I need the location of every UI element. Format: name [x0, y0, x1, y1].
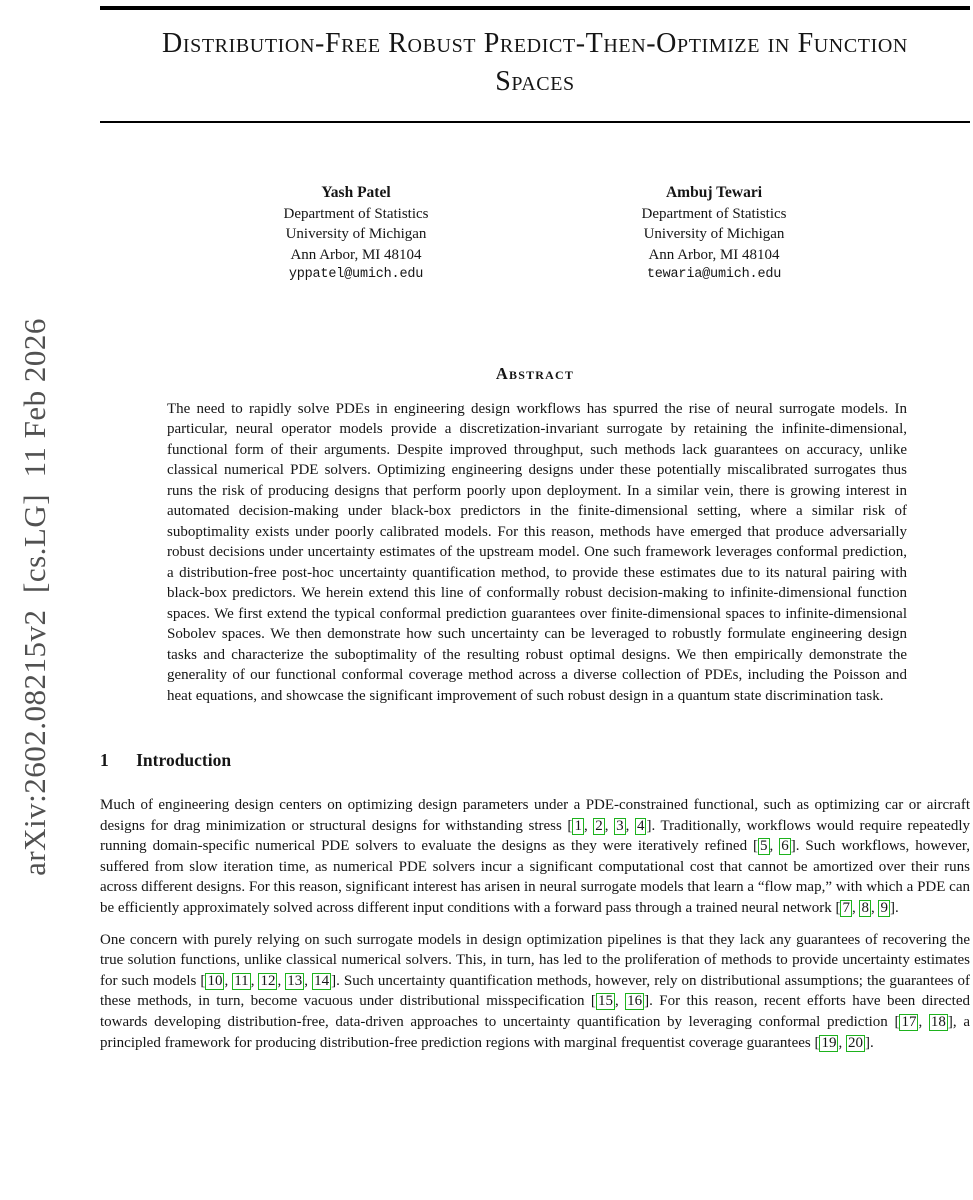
section-number: 1 — [100, 750, 109, 770]
abstract-heading: Abstract — [495, 363, 575, 383]
title-rule — [100, 121, 970, 123]
citation-ref[interactable]: 11 — [234, 972, 249, 989]
citation-ref[interactable]: 18 — [930, 1013, 946, 1030]
citation-ref[interactable]: 13 — [287, 972, 303, 989]
arxiv-watermark: arXiv:2602.08215v2 [cs.LG] 11 Feb 2026 — [17, 318, 52, 876]
citation-ref[interactable]: 14 — [314, 972, 330, 989]
paper-content — [100, 0, 970, 1053]
top-rule — [100, 6, 970, 10]
citation-ref[interactable]: 3 — [616, 817, 624, 834]
author-block — [100, 183, 970, 286]
citation-ref[interactable]: 10 — [207, 972, 223, 989]
citation-ref[interactable]: 17 — [901, 1013, 917, 1030]
author-2-email: tewaria@umich.edu — [646, 267, 782, 282]
citation-ref[interactable]: 4 — [636, 817, 645, 834]
citation-ref[interactable]: 16 — [627, 993, 643, 1010]
citation-ref[interactable]: 6 — [781, 838, 789, 855]
paper-title: Distribution-Free Robust Predict-Then-Optimize in Function Spaces — [162, 28, 908, 97]
citation-ref[interactable]: 8 — [861, 899, 869, 916]
citation-ref[interactable]: 2 — [595, 817, 603, 834]
citation-ref[interactable]: 19 — [821, 1034, 837, 1051]
author-1 — [225, 183, 487, 286]
intro-paragraph-1: Much of engineering design centers on optimizing design parameters under a PDE-constrained functional, such as optimizing car or aircraft designs for drag minimization or structural designs for withstanding stress [ 1 , 2 , 3 , 4 ]. Traditionally, workflows would require repeatedly running domain-specific numerical PDE solvers to evaluate the designs as they were iteratively refined [ 5 , 6 ]. Such workflows, however, suffered from slow iteration time, as numerical PDE solvers incur a significant computational cost that cannot be amortized over their runs across different designs. For this reason, significant interest has arisen in neural surrogate models that learn a “flow map,” with which a PDE can be efficiently approximately solved across different input conditions with a forward pass through a trained neural network [ 7 , 8 , 9 ]. — [100, 797, 971, 916]
intro-paragraph-2: One concern with purely relying on such surrogate models in design optimization pipelines is that they lack any guarantees of recovering the true solution functions, unlike classical numerical solvers. This, in turn, has led to the proliferation of methods to provide uncertainty estimates for such models [ 10 , 11 , 12 , 13 , 14 ]. Such uncertainty quantification methods, however, rely on distributional assumptions; the guarantees of these methods, in turn, become vacuous under distributional misspecification [ 15 , 16 ]. For this reason, recent efforts have been directed towards developing distribution-free, data-driven approaches to uncertainty quantification by leveraging conformal prediction [ 17 , 18 ], a principled framework for producing distribution-free prediction regions with marginal frequentist coverage guarantees [ 19 , 20 ]. — [100, 931, 971, 1051]
citation-ref[interactable]: 15 — [597, 993, 613, 1010]
author-1-addr: Ann Arbor, MI 48104 — [290, 246, 422, 263]
author-1-univ: University of Michigan — [285, 226, 427, 242]
section-title: Introduction — [136, 750, 232, 770]
author-1-dept: Department of Statistics — [283, 205, 429, 222]
section-heading-introduction — [100, 750, 970, 771]
author-2-name: Ambuj Tewari — [665, 184, 763, 201]
citation-ref[interactable]: 20 — [847, 1034, 863, 1051]
abstract-text: The need to rapidly solve PDEs in engineering design workflows has spurred the rise of neural surrogate models. In particular, neural operator models provide a discretization-invariant surrogate by retaining the infinite-dimensional, functional form of their arguments. Despite improved throughput, such methods lack guarantees on accuracy, unlike classical numerical PDE solvers. Optimizing engineering designs under these potentially miscalibrated surrogates thus runs the risk of producing designs that perform poorly upon deployment. In a similar vein, there is growing interest in automated decision-making under black-box predictors in the finite-dimensional setting, where a similar risk of suboptimality exists under poorly calibrated models. For this reason, methods have emerged that produce adversarially robust decisions under uncertainty estimates of the upstream model. One such framework leverages conformal prediction, a distribution-free post-hoc uncertainty quantification method, to provide these estimates due to its natural pairing with black-box predictors. We herein extend this line of conformally robust decision-making to infinite-dimensional function spaces. We first extend the typical conformal prediction guarantees over finite-dimensional spaces to infinite-dimensional Sobolev spaces. We then demonstrate how such uncertainty can be leveraged to robustly formulate engineering design tasks and characterize the suboptimality of the resulting robust optimal designs. We then empirically demonstrate the generality of our functional conformal coverage method across a diverse collection of PDEs, including the Poisson and heat equations, and showcase the significant improvement of such robust design in a quantum state discrimination task. — [167, 400, 907, 704]
citation-ref[interactable]: 7 — [842, 899, 850, 916]
author-2-univ: University of Michigan — [643, 226, 785, 242]
author-1-name: Yash Patel — [321, 184, 391, 201]
citation-ref[interactable]: 9 — [880, 899, 888, 916]
citation-ref[interactable]: 5 — [760, 838, 768, 855]
author-2-addr: Ann Arbor, MI 48104 — [648, 246, 780, 263]
citation-ref[interactable]: 12 — [260, 972, 276, 989]
citation-ref[interactable]: 1 — [574, 817, 582, 834]
author-2-dept: Department of Statistics — [641, 205, 787, 222]
author-2 — [583, 183, 845, 286]
author-1-email: yppatel@umich.edu — [288, 267, 424, 282]
